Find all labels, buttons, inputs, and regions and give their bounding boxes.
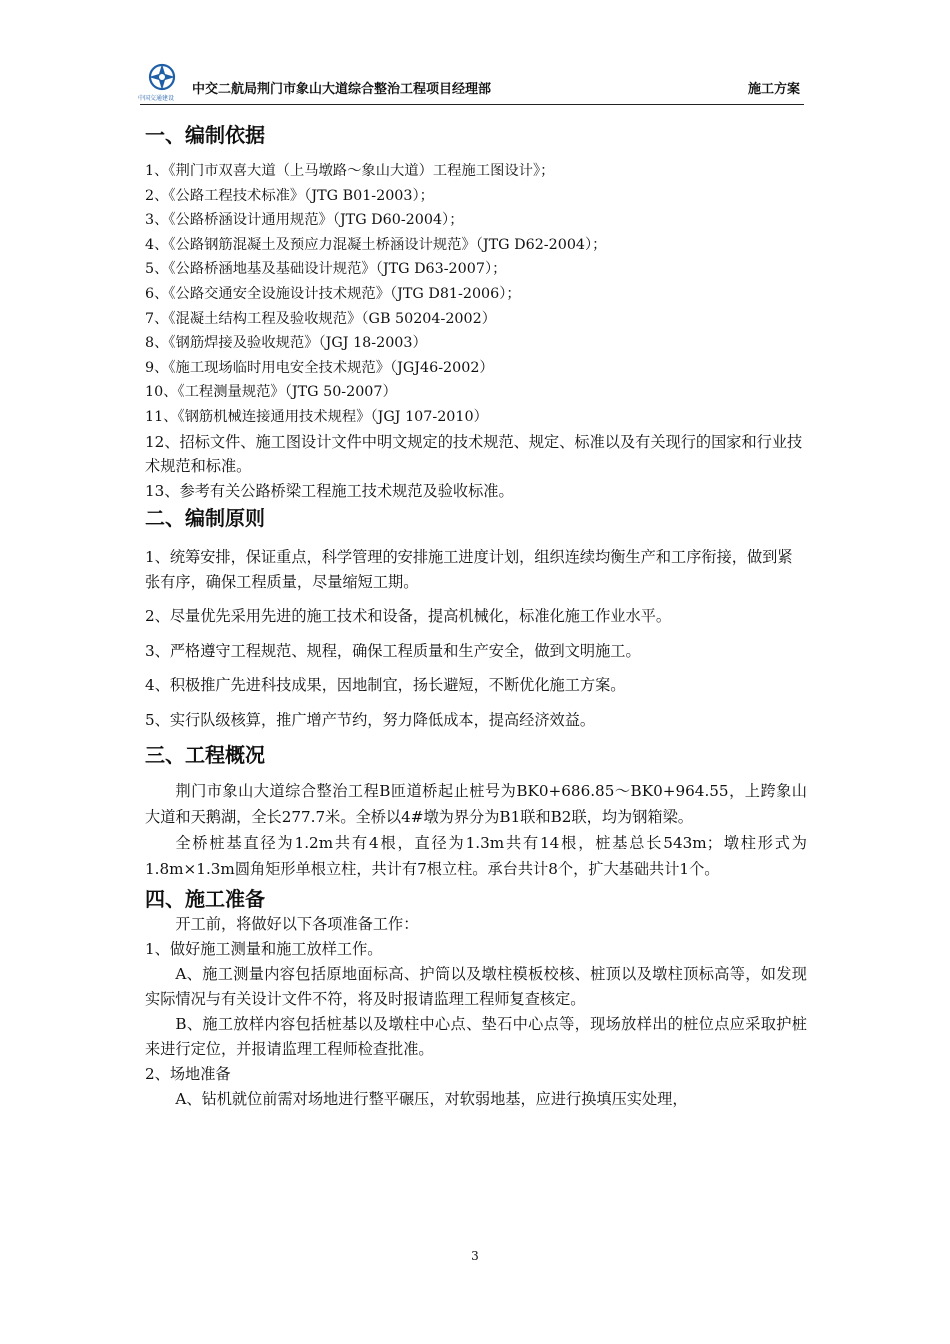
principle-item: 3、严格遵守工程规范、规程，确保工程质量和生产安全，做到文明施工。	[145, 641, 641, 660]
reference-list	[145, 159, 807, 503]
reference-item: 6、《公路交通安全设施设计技术规范》（JTG D81-2006）；	[145, 285, 521, 302]
reference-item: 9、《施工现场临时用电安全技术规范》（JGJ46-2002）	[145, 359, 494, 376]
principle-item: 1、统筹安排，保证重点，科学管理的安排施工进度计划，组织连续均衡生产和工序衔接，做到紧张有序，确保工程质量，尽量缩短工期。	[145, 548, 793, 591]
reference-item: 2、《公路工程技术标准》（JTG B01-2003）；	[145, 187, 434, 204]
header-doc-type: 施工方案	[747, 82, 800, 97]
principle-list	[145, 545, 807, 732]
reference-item: 12、招标文件、施工图设计文件中明文规定的技术规范、规定、标准以及有关现行的国家和行业技术规范和标准。	[145, 432, 803, 476]
reference-item: 8、《钢筋焊接及验收规范》（JGJ 18-2003）	[145, 335, 427, 352]
reference-item: 13、参考有关公路桥梁工程施工技术规范及验收标准。	[145, 481, 514, 500]
principle-item: 4、积极推广先进科技成果，因地制宜，扬长避短，不断优化施工方案。	[145, 676, 626, 695]
reference-item: 1、《荆门市双喜大道（上马墩路～象山大道）工程施工图设计》；	[145, 163, 555, 179]
prep-subitem: A、施工测量内容包括原地面标高、护筒以及墩柱模板校核、桩顶以及墩柱顶标高等，如发现实际情况与有关设计文件不符，将及时报请监理工程师复查核定。	[145, 965, 807, 1009]
page-header	[140, 62, 804, 105]
reference-item: 11、《钢筋机械连接通用技术规程》（JGJ 107-2010）	[145, 408, 488, 425]
principle-item: 5、实行队级核算，推广增产节约，努力降低成本，提高经济效益。	[145, 710, 596, 729]
prep-intro: 开工前，将做好以下各项准备工作：	[175, 915, 419, 934]
reference-item: 3、《公路桥涵设计通用规范》（JTG D60-2004）；	[145, 212, 464, 229]
ccccc-logo-icon	[140, 62, 184, 94]
section-2-title: 二、编制原则	[145, 506, 265, 531]
prep-subitem: B、施工放样内容包括桩基以及墩柱中心点、垫石中心点等，现场放样出的桩位点应采取护桩来进行定位，并报请监理工程师检查批准。	[145, 1015, 807, 1059]
page-body	[145, 118, 807, 1112]
section-3-title: 三、工程概况	[145, 743, 265, 768]
prep-subitem: A、钻机就位前需对场地进行整平碾压，对软弱地基，应进行换填压实处理，	[175, 1090, 688, 1109]
reference-item: 7、《混凝土结构工程及验收规范》（GB 50204-2002）	[145, 310, 497, 327]
page-number: 3	[471, 1249, 479, 1263]
prep-item: 1、做好施工测量和施工放样工作。	[145, 940, 383, 959]
section-1-title: 一、编制依据	[145, 123, 265, 147]
header-org-name: 中交二航局荆门市象山大道综合整治工程项目经理部	[192, 82, 492, 97]
overview-paragraph: 全桥桩基直径为1.2m共有4根，直径为1.3m共有14根，桩基总长543m；墩柱形式为1.8m×1.3m圆角矩形单根立柱，共计有7根立柱。承台共计8个，扩大基础共计1个。	[145, 834, 807, 879]
reference-item: 4、《公路钢筋混凝土及预应力混凝土桥涵设计规范》（JTG D62-2004）；	[145, 236, 607, 253]
overview-paragraph: 荆门市象山大道综合整治工程B匝道桥起止桩号为BK0+686.85～BK0+964.55，上跨象山大道和天鹅湖，全长277.7米。全桥以4#墩为界分为B1联和B2联，均为钢箱梁。	[145, 782, 807, 827]
reference-item: 10、《工程测量规范》（JTG 50-2007）	[145, 384, 397, 401]
reference-item: 5、《公路桥涵地基及基础设计规范》（JTG D63-2007）；	[145, 261, 507, 278]
logo-caption: 中国交通建设	[138, 95, 175, 102]
company-logo	[140, 62, 184, 102]
section-4-title: 四、施工准备	[145, 887, 265, 912]
prep-item: 2、场地准备	[145, 1065, 231, 1084]
principle-item: 2、尽量优先采用先进的施工技术和设备，提高机械化，标准化施工作业水平。	[145, 607, 672, 626]
